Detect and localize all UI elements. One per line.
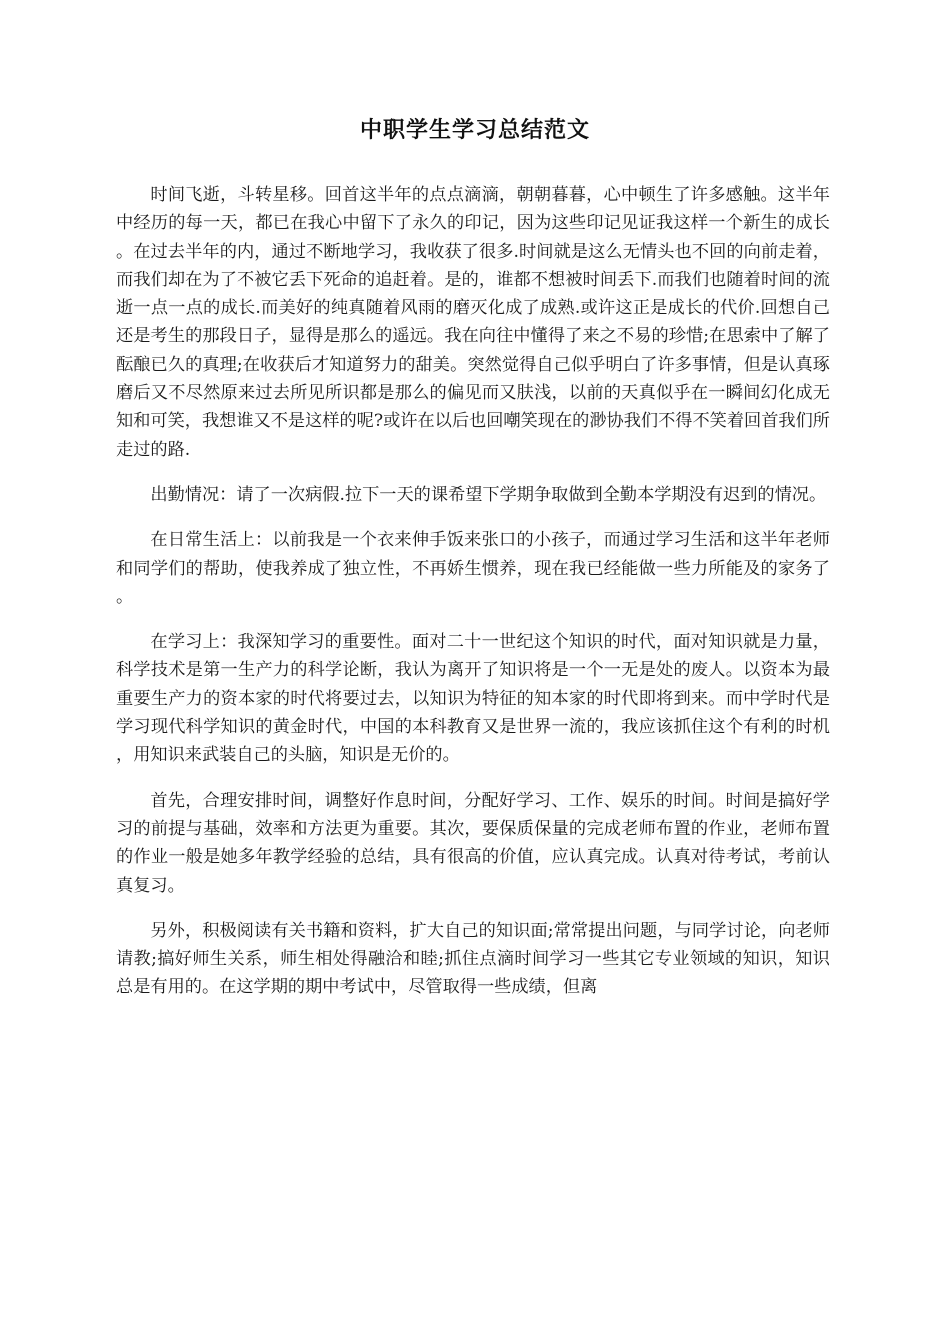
paragraph-daily-life: 在日常生活上：以前我是一个衣来伸手饭来张口的小孩子，而通过学习生活和这半年老师和同学们的帮助，使我养成了独立性，不再娇生惯养，现在我已经能做一些力所能及的家务了。 (116, 530, 830, 607)
paragraph-study: 在学习上：我深知学习的重要性。面对二十一世纪这个知识的时代，面对知识就是力量，科学技术是第一生产力的科学论断，我认为离开了知识将是一个一无是处的废人。以资本为最重要生产力的资本家的时代将要过去，以知识为特征的知本家的时代即将到来。而中学时代是学习现代科学知识的黄金时代，中国的本科教育又是世界一流的，我应该抓住这个有利的时机，用知识来武装自己的头脑，知识是无价的。 (116, 632, 830, 766)
paragraph-intro: 时间飞逝，斗转星移。回首这半年的点点滴滴，朝朝暮暮，心中顿生了许多感触。这半年中经历的每一天，都已在我心中留下了永久的印记，因为这些印记见证我这样一个新生的成长。在过去半年的内，通过不断地学习，我收获了很多.时间就是这么无情头也不回的向前走着，而我们却在为了不被它丢下死命的追赶着。是的，谁都不想被时间丢下.而我们也随着时间的流逝一点一点的成长.而美好的纯真随着风雨的磨灭化成了成熟.或许这正是成长的代价.回想自己还是考生的那段日子，显得是那么的遥远。我在向往中懂得了来之不易的珍惜;在思索中了解了酝酿已久的真理;在收获后才知道努力的甜美。突然觉得自己似乎明白了许多事情，但是认真琢磨后又不尽然原来过去所见所识都是那么的偏见而又肤浅，以前的天真似乎在一瞬间幻化成无知和可笑，我想谁又不是这样的呢?或许在以后也回嘲笑现在的渺协我们不得不笑着回首我们所走过的路. (116, 185, 830, 460)
paragraph-methods: 首先，合理安排时间，调整好作息时间，分配好学习、工作、娱乐的时间。时间是搞好学习的前提与基础，效率和方法更为重要。其次，要保质保量的完成老师布置的作业，老师布置的作业一般是她多年教学经验的总结，具有很高的价值，应认真完成。认真对待考试，考前认真复习。 (116, 790, 830, 896)
paragraph-attendance: 出勤情况：请了一次病假.拉下一天的课希望下学期争取做到全勤本学期没有迟到的情况。 (150, 484, 827, 505)
document-body (116, 181, 830, 1019)
page-title: 中职学生学习总结范文 (359, 117, 590, 143)
paragraph-additional: 另外，积极阅读有关书籍和资料，扩大自己的知识面;常常提出问题，与同学讨论，向老师请教;搞好师生关系，师生相处得融洽和睦;抓住点滴时间学习一些其它专业领域的知识，知识总是有用的。在这学期的期中考试中，尽管取得一些成绩，但离 (116, 920, 830, 998)
